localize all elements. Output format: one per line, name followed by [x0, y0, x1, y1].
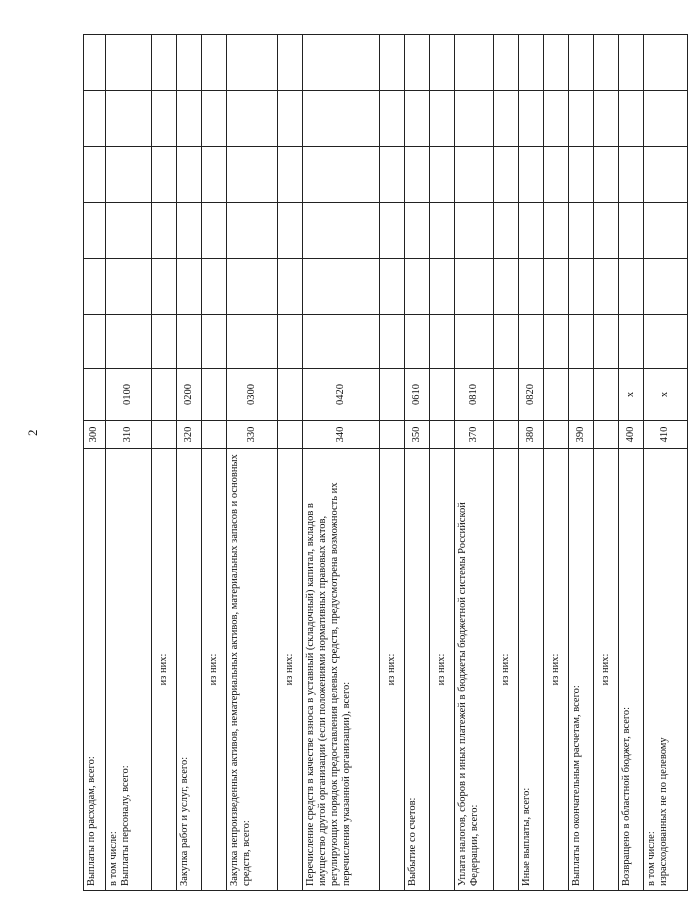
row-name-text: из них:	[435, 653, 447, 686]
value-cell	[430, 259, 455, 315]
row-name-cell	[380, 449, 405, 891]
value-cell	[84, 315, 106, 369]
row-name-text: из них:	[599, 653, 611, 686]
row-name-text: Иные выплаты, всего:	[521, 787, 532, 886]
row-name-text: Выплаты по расходам, всего:	[86, 756, 97, 886]
row-name-text: Возвращено в областной бюджет, всего:	[621, 706, 632, 886]
table-row	[430, 35, 455, 891]
value-cell	[380, 147, 405, 203]
value-cell	[455, 91, 494, 147]
value-cell	[644, 259, 688, 315]
value-cell	[619, 91, 644, 147]
value-cell	[84, 203, 106, 259]
value-cell	[544, 203, 569, 259]
row-name-text: из них:	[283, 653, 295, 686]
line-code-cell	[494, 421, 519, 449]
value-cell	[494, 259, 519, 315]
value-cell	[152, 203, 177, 259]
value-cell	[544, 259, 569, 315]
value-cell	[202, 315, 227, 369]
value-cell	[455, 203, 494, 259]
row-name-text: в том числе:	[646, 831, 657, 886]
value-cell	[455, 315, 494, 369]
row-name-cell	[619, 449, 644, 891]
kosgu-code-cell	[84, 369, 106, 421]
table-row	[278, 35, 303, 891]
row-name-text: Закупка непроизведенных активов, нематериальных активов, материальных запасов и основных средств, всего:	[229, 454, 253, 886]
value-cell	[594, 35, 619, 91]
row-name-cell	[152, 449, 177, 891]
value-cell	[455, 147, 494, 203]
value-cell	[430, 91, 455, 147]
kosgu-code-cell	[494, 369, 519, 421]
kosgu-code-cell: 0820	[519, 369, 544, 421]
value-cell	[569, 315, 594, 369]
value-cell	[177, 91, 202, 147]
value-cell	[544, 91, 569, 147]
value-cell	[644, 203, 688, 259]
line-code-cell: 390	[569, 421, 594, 449]
value-cell	[619, 147, 644, 203]
value-cell	[303, 147, 380, 203]
value-cell	[544, 147, 569, 203]
value-cell	[202, 35, 227, 91]
report-table	[83, 34, 688, 891]
value-cell	[202, 147, 227, 203]
value-cell	[380, 315, 405, 369]
value-cell	[152, 259, 177, 315]
value-cell	[202, 203, 227, 259]
kosgu-code-cell: 0810	[455, 369, 494, 421]
value-cell	[106, 203, 152, 259]
value-cell	[177, 35, 202, 91]
value-cell	[405, 147, 430, 203]
row-name-cell	[594, 449, 619, 891]
value-cell	[303, 259, 380, 315]
table-row	[202, 35, 227, 891]
table-frame	[83, 35, 671, 891]
value-cell	[644, 315, 688, 369]
value-cell	[227, 315, 278, 369]
value-cell	[405, 91, 430, 147]
line-code-cell: 380	[519, 421, 544, 449]
value-cell	[303, 35, 380, 91]
value-cell	[152, 35, 177, 91]
value-cell	[227, 259, 278, 315]
line-code-cell	[380, 421, 405, 449]
value-cell	[177, 147, 202, 203]
line-code-cell: 320	[177, 421, 202, 449]
value-cell	[405, 259, 430, 315]
value-cell	[594, 91, 619, 147]
row-name-text: Выплаты персоналу, всего:	[120, 765, 132, 886]
value-cell	[519, 91, 544, 147]
line-code-cell: 370	[455, 421, 494, 449]
value-cell	[519, 203, 544, 259]
value-cell	[106, 259, 152, 315]
value-cell	[380, 91, 405, 147]
table-row	[569, 35, 594, 891]
row-name-text: из них:	[207, 653, 219, 686]
table-row	[619, 35, 644, 891]
value-cell	[152, 91, 177, 147]
table-row	[380, 35, 405, 891]
value-cell	[106, 147, 152, 203]
line-code-cell	[202, 421, 227, 449]
value-cell	[644, 35, 688, 91]
value-cell	[594, 203, 619, 259]
value-cell	[569, 203, 594, 259]
value-cell	[177, 315, 202, 369]
line-code-cell: 400	[619, 421, 644, 449]
table-row	[519, 35, 544, 891]
value-cell	[519, 259, 544, 315]
value-cell	[569, 259, 594, 315]
row-name-cell	[106, 449, 152, 891]
row-name-cell	[405, 449, 430, 891]
rotated-sheet	[83, 35, 671, 891]
row-name-cell	[544, 449, 569, 891]
value-cell	[569, 147, 594, 203]
row-name-cell	[644, 449, 688, 891]
row-name-text: Выбытие со счетов:	[407, 797, 418, 886]
line-code-cell	[278, 421, 303, 449]
value-cell	[106, 315, 152, 369]
value-cell	[278, 259, 303, 315]
table-row	[84, 35, 106, 891]
value-cell	[278, 91, 303, 147]
value-cell	[278, 147, 303, 203]
value-cell	[569, 35, 594, 91]
table-row	[405, 35, 430, 891]
value-cell	[84, 147, 106, 203]
value-cell	[303, 91, 380, 147]
kosgu-code-cell	[278, 369, 303, 421]
value-cell	[619, 203, 644, 259]
line-code-cell: 330	[227, 421, 278, 449]
row-name-text: из них:	[549, 653, 561, 686]
table-row	[494, 35, 519, 891]
page-number: 2	[25, 429, 40, 436]
value-cell	[519, 315, 544, 369]
line-code-cell	[152, 421, 177, 449]
value-cell	[519, 147, 544, 203]
value-cell	[303, 203, 380, 259]
row-name-cell	[84, 449, 106, 891]
kosgu-code-cell: x	[644, 369, 688, 421]
value-cell	[644, 147, 688, 203]
value-cell	[455, 259, 494, 315]
value-cell	[227, 91, 278, 147]
value-cell	[106, 91, 152, 147]
table-body	[84, 35, 688, 891]
value-cell	[106, 35, 152, 91]
value-cell	[278, 203, 303, 259]
row-name-text: из них:	[499, 653, 511, 686]
value-cell	[227, 147, 278, 203]
value-cell	[380, 259, 405, 315]
value-cell	[177, 203, 202, 259]
value-cell	[430, 315, 455, 369]
row-name-cell	[519, 449, 544, 891]
line-code-cell: 300	[84, 421, 106, 449]
value-cell	[227, 203, 278, 259]
value-cell	[405, 203, 430, 259]
kosgu-code-cell	[380, 369, 405, 421]
table-row	[455, 35, 494, 891]
value-cell	[152, 147, 177, 203]
table-row	[227, 35, 278, 891]
row-name-text: Выплаты по окончательным расчетам, всего:	[571, 685, 582, 886]
line-code-cell: 410	[644, 421, 688, 449]
value-cell	[619, 315, 644, 369]
row-name-cell	[227, 449, 278, 891]
row-name-cell	[278, 449, 303, 891]
row-name-text: Перечисление средств в качестве взноса в уставный (складочный) капитал, вкладов в имущество другой организации (если положениями нормативных правовых актов, регулирующих порядок предоставления целевых средств, предусмотрена возможность их перечисления указанной организации), всего:	[305, 482, 353, 886]
kosgu-code-cell: 0200	[177, 369, 202, 421]
kosgu-code-cell: 0610	[405, 369, 430, 421]
value-cell	[84, 259, 106, 315]
value-cell	[494, 35, 519, 91]
value-cell	[84, 91, 106, 147]
value-cell	[494, 147, 519, 203]
value-cell	[177, 259, 202, 315]
value-cell	[405, 35, 430, 91]
value-cell	[519, 35, 544, 91]
row-name-cell	[455, 449, 494, 891]
value-cell	[544, 315, 569, 369]
value-cell	[430, 35, 455, 91]
table-row	[303, 35, 380, 891]
value-cell	[594, 147, 619, 203]
kosgu-code-cell: 0420	[303, 369, 380, 421]
kosgu-code-cell	[152, 369, 177, 421]
value-cell	[569, 91, 594, 147]
line-code-cell	[544, 421, 569, 449]
table-row	[106, 35, 152, 891]
line-code-cell: 310	[106, 421, 152, 449]
value-cell	[594, 315, 619, 369]
kosgu-code-cell	[202, 369, 227, 421]
line-code-cell	[594, 421, 619, 449]
line-code-cell	[430, 421, 455, 449]
value-cell	[430, 203, 455, 259]
value-cell	[644, 91, 688, 147]
table-row	[152, 35, 177, 891]
row-name-text: из них:	[157, 653, 169, 686]
kosgu-code-cell: x	[619, 369, 644, 421]
value-cell	[278, 35, 303, 91]
value-cell	[544, 35, 569, 91]
kosgu-code-cell	[594, 369, 619, 421]
row-name-cell	[494, 449, 519, 891]
row-name-text: Закупка работ и услуг, всего:	[179, 756, 190, 886]
table-row	[644, 35, 688, 891]
kosgu-code-cell: 0100	[106, 369, 152, 421]
value-cell	[430, 147, 455, 203]
value-cell	[152, 315, 177, 369]
value-cell	[494, 203, 519, 259]
value-cell	[380, 203, 405, 259]
row-name-cell	[569, 449, 594, 891]
kosgu-code-cell	[430, 369, 455, 421]
row-name-text: из них:	[385, 653, 397, 686]
value-cell	[303, 315, 380, 369]
value-cell	[227, 35, 278, 91]
value-cell	[619, 259, 644, 315]
row-name-cell	[303, 449, 380, 891]
value-cell	[405, 315, 430, 369]
value-cell	[619, 35, 644, 91]
table-row	[177, 35, 202, 891]
table-row	[594, 35, 619, 891]
value-cell	[278, 315, 303, 369]
row-name-text: Уплата налогов, сборов и иных платежей в бюджеты бюджетной системы Российской Федерации, всего:	[457, 502, 481, 886]
table-row	[544, 35, 569, 891]
kosgu-code-cell	[569, 369, 594, 421]
row-name-text: израсходованных не по целевому	[658, 737, 670, 886]
row-name-cell	[202, 449, 227, 891]
value-cell	[494, 91, 519, 147]
line-code-cell: 350	[405, 421, 430, 449]
line-code-cell: 340	[303, 421, 380, 449]
value-cell	[84, 35, 106, 91]
value-cell	[494, 315, 519, 369]
value-cell	[202, 259, 227, 315]
row-name-text: в том числе:	[108, 831, 119, 886]
value-cell	[202, 91, 227, 147]
value-cell	[455, 35, 494, 91]
value-cell	[594, 259, 619, 315]
value-cell	[380, 35, 405, 91]
kosgu-code-cell	[544, 369, 569, 421]
kosgu-code-cell: 0300	[227, 369, 278, 421]
row-name-cell	[177, 449, 202, 891]
row-name-cell	[430, 449, 455, 891]
